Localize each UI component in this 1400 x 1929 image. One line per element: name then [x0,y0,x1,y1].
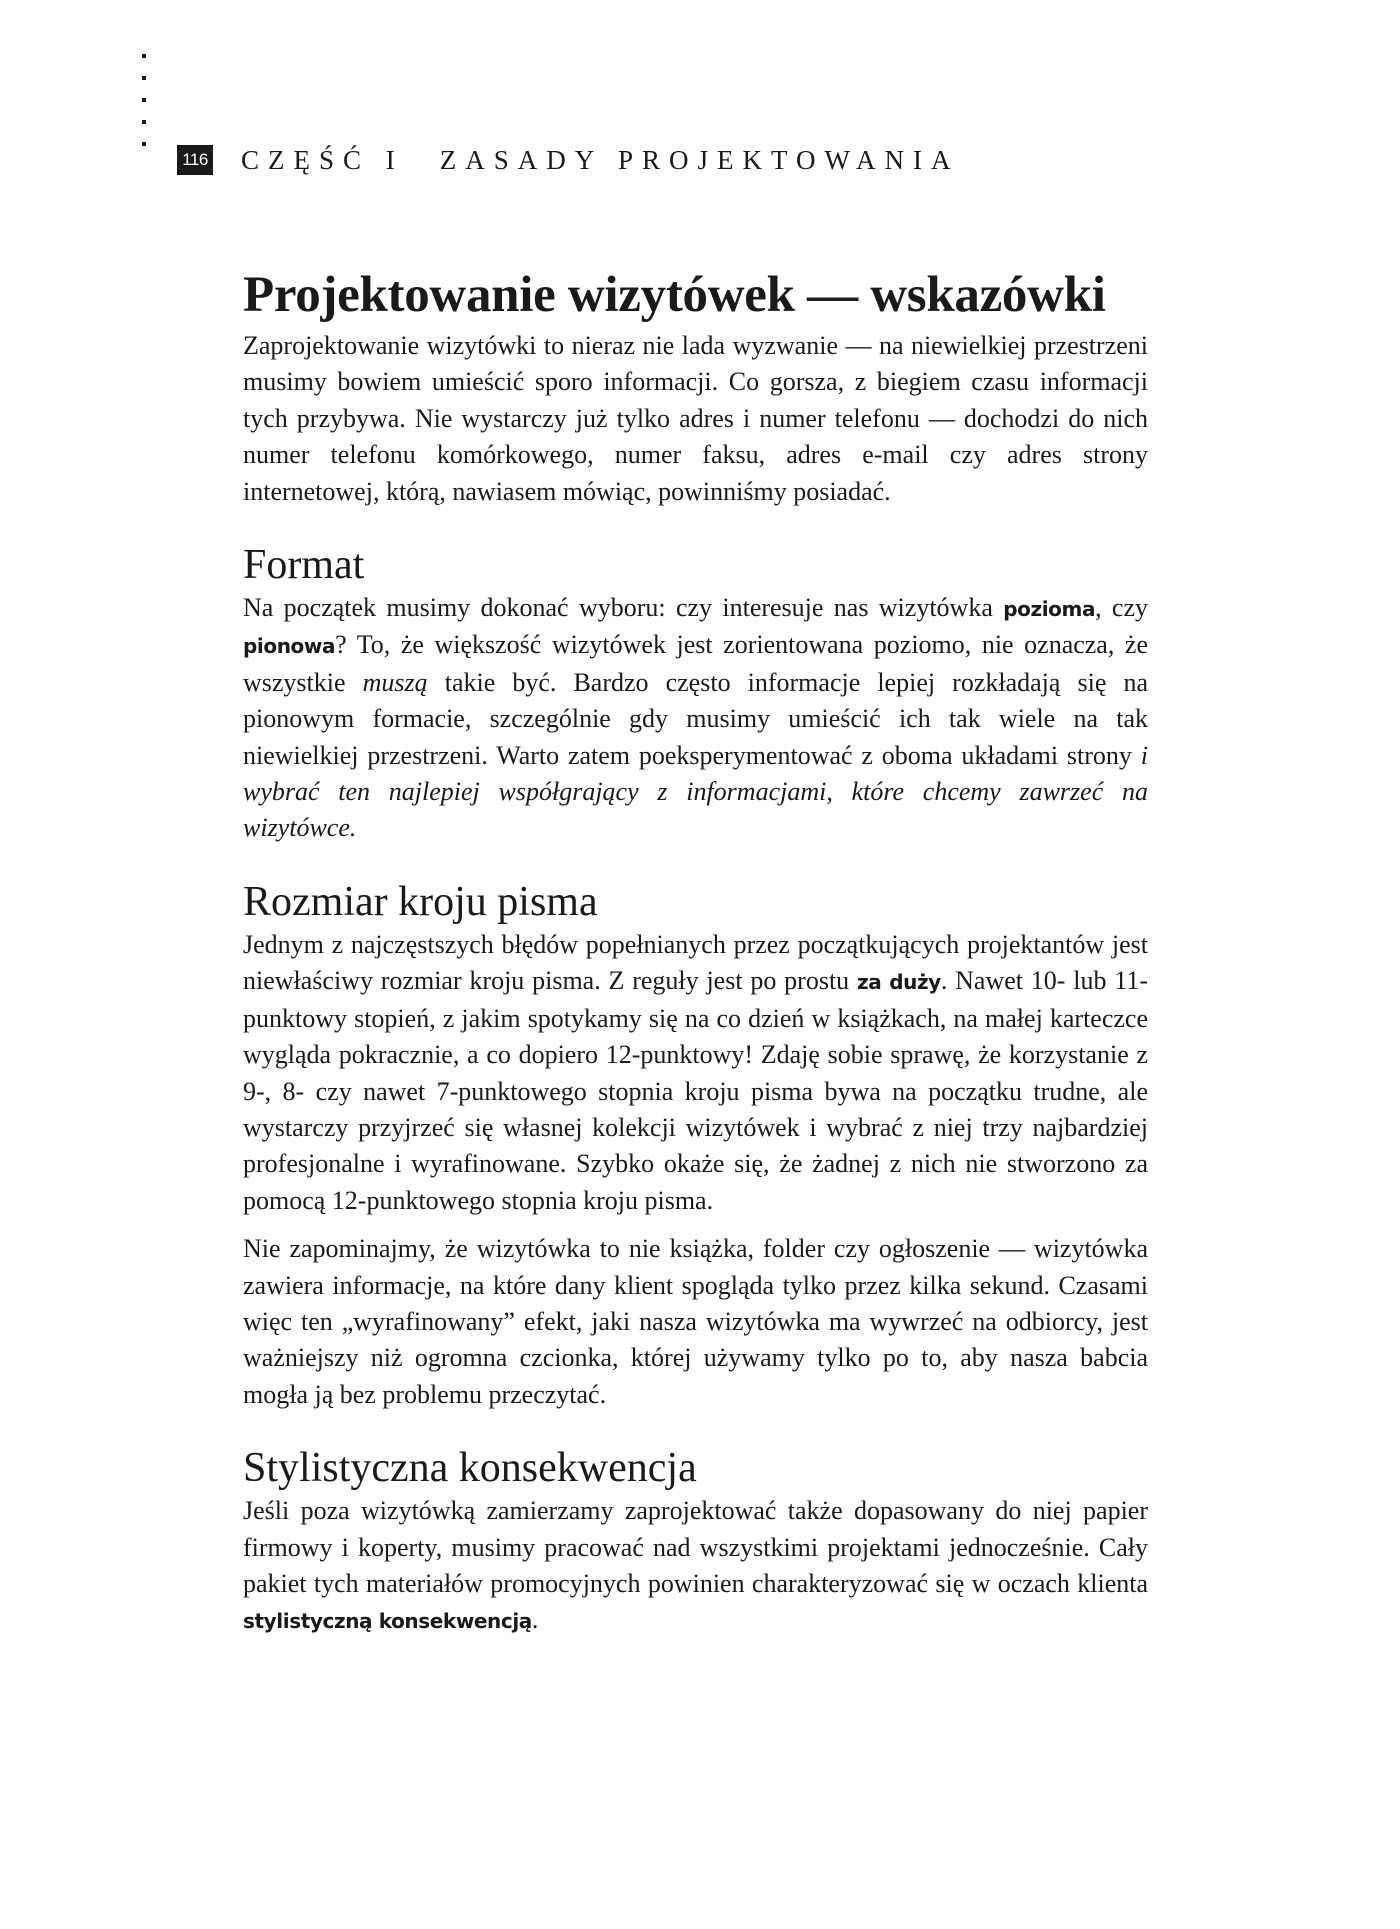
running-head [177,143,960,177]
text-run: Jednym z najczęstszych błędów popełnianych przez początkujących projektantów jest niewłaściwy rozmiar kroju pisma. Z reguły jest po prostu [243,929,1148,996]
intro-paragraph: Zaprojektowanie wizytówki to nieraz nie lada wyzwanie — na niewielkiej przestrzeni musimy bowiem umieścić sporo informacji. Co gorsza, z biegiem czasu informacji tych przybywa. Nie wystarczy już tylko adres i numer telefonu — dochodzi do nich numer telefonu komórkowego, numer faksu, adres e-mail czy adres strony internetowej, którą, nawiasem mówiąc, powinniśmy posiadać. [243,331,1148,506]
text-run: takie być. Bardzo często informacje lepiej rozkładają się na pionowym formacie, szczególnie gdy musimy umieścić ich tak wiele na tak niewielkiej przestrzeni. Warto zatem poeksperymentować z oboma układami strony [243,667,1148,770]
section-heading: Format [243,542,365,589]
text-run: ? To, że większość wizytówek jest zorientowana poziomo, nie oznacza, że wszystkie [243,630,1148,697]
paragraph: Nie zapominajmy, że wizytówka to nie książka, folder czy ogłoszenie — wizytówka zawiera informacje, na które dany klient spogląda tylko przez kilka sekund. Czasami więc ten „wyrafinowany” efekt, jaki nasza wizytówka ma wywrzeć na odbiorcy, jest ważniejszy niż ogromna czcionka, której używamy tylko po to, aby nasza babcia mogła ją bez problemu przeczytać. [243,1234,1148,1409]
page-content [243,262,1148,1640]
running-head-part: CZĘŚĆ I [241,144,404,175]
text-run: Na początek musimy dokonać wyboru: czy interesuje nas wizytówka [243,593,1004,623]
keyword-bold: stylistyczną konsekwencją [243,1609,532,1634]
paragraph [243,1493,1148,1640]
text-run: , czy [1095,593,1148,623]
paragraph [243,927,1148,1219]
dot [142,120,146,124]
section-font-size [243,877,1148,1413]
keyword-bold: pozioma [1003,597,1096,622]
text-run: Jeśli poza wizytówką zamierzamy zaprojektować także dopasowany do niej papier firmowy i koperty, musimy pracować nad wszystkimi projektami jednocześnie. Cały pakiet tych materiałów promocyjnych powinien charakteryzować się w oczach klienta [243,1496,1148,1598]
keyword-bold: pionowa [243,634,336,659]
section-consistency [243,1443,1148,1640]
dot [142,142,146,146]
dot [142,54,146,58]
section-format [243,540,1148,847]
page-number: 116 [177,145,213,175]
emphasis: muszą [362,667,428,697]
running-head-title: ZASADY PROJEKTOWANIA [439,144,960,175]
dot [142,98,146,102]
emphasis: i wybrać ten najlepiej współgrający z informacjami, które chcemy zawrzeć na wizytówce. [243,740,1148,843]
article-title: Projektowanie wizytówek — wskazówki [243,267,1106,323]
dot [142,76,146,80]
section-heading: Stylistyczna konsekwencja [243,1445,697,1492]
keyword-bold: za duży [856,970,941,995]
text-run: . Nawet 10- lub 11-punktowy stopień, z jakim spotykamy się na co dzień w książkach, na małej karteczce wygląda pokracznie, a co dopiero 12-punktowy! Zdaję sobie sprawę, że korzystanie z 9-, 8- czy nawet 7-punktowego stopnia kroju pisma bywa na początku trudne, ale wystarczy przyjrzeć się własnej kolekcji wizytówek i wybrać z niej trzy najbardziej profesjonalne i wyrafinowane. Szybko okaże się, że żadnej z nich nie stworzono za pomocą 12-punktowego stopnia kroju pisma. [243,966,1148,1215]
section-heading: Rozmiar kroju pisma [243,878,598,925]
margin-dot-ornament [142,54,148,164]
text-run: . [531,1605,539,1635]
paragraph [243,590,1148,847]
